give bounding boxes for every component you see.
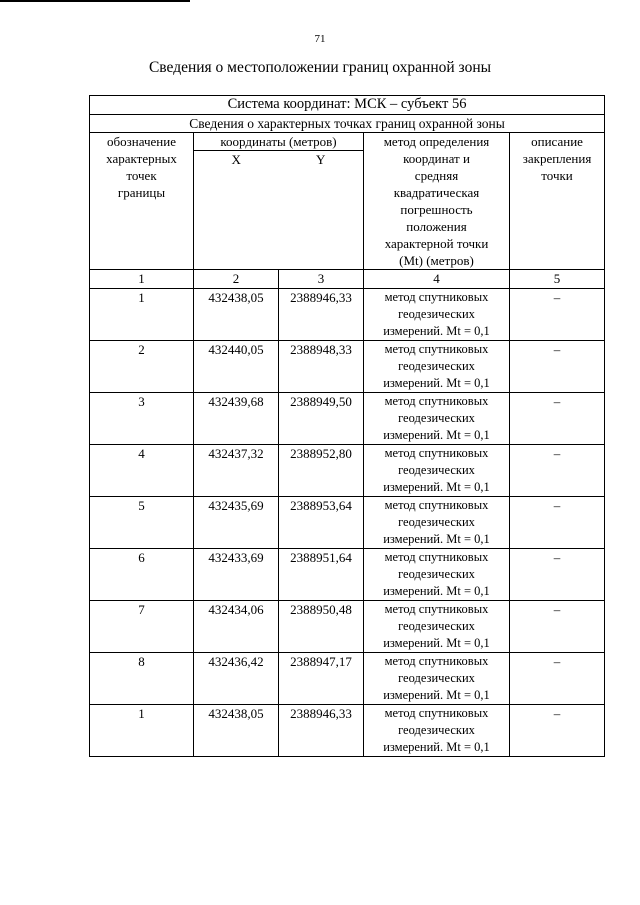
x-cell: 432436,42 (194, 653, 279, 705)
header-description (510, 133, 605, 270)
method-line: геодезических (398, 463, 475, 477)
table-row (90, 549, 605, 601)
column-number-row (90, 270, 605, 289)
column-number: 2 (194, 270, 279, 289)
method-cell (364, 289, 510, 341)
method-line: геодезических (398, 619, 475, 633)
point-cell: 4 (90, 445, 194, 497)
y-cell: 2388951,64 (279, 549, 364, 601)
table-row (90, 601, 605, 653)
x-cell: 432433,69 (194, 549, 279, 601)
method-line: метод спутниковых (384, 498, 489, 512)
header-line: характерной точки (384, 236, 489, 251)
table-row (90, 705, 605, 757)
method-cell (364, 601, 510, 653)
method-line: метод спутниковых (384, 654, 489, 668)
header-point-label (90, 133, 194, 270)
y-cell: 2388953,64 (279, 497, 364, 549)
header-line: закрепления (522, 151, 592, 166)
header-line: погрешность (400, 202, 473, 217)
method-line: измерений. Mt = 0,1 (383, 532, 490, 546)
method-line: измерений. Mt = 0,1 (383, 740, 490, 754)
method-line: геодезических (398, 723, 475, 737)
y-cell: 2388949,50 (279, 393, 364, 445)
method-line: геодезических (398, 515, 475, 529)
method-line: метод спутниковых (384, 394, 489, 408)
method-line: метод спутниковых (384, 446, 489, 460)
header-coords-group: координаты (метров) (194, 133, 363, 151)
table-row (90, 341, 605, 393)
header-line: координат и (403, 151, 470, 166)
y-cell: 2388946,33 (279, 289, 364, 341)
method-line: измерений. Mt = 0,1 (383, 636, 490, 650)
y-cell: 2388950,48 (279, 601, 364, 653)
header-x: X (231, 152, 241, 167)
column-number: 1 (90, 270, 194, 289)
header-method (364, 133, 510, 270)
description-cell: – (510, 497, 605, 549)
method-line: метод спутниковых (384, 602, 489, 616)
method-line: измерений. Mt = 0,1 (383, 376, 490, 390)
method-line: метод спутниковых (384, 550, 489, 564)
description-cell: – (510, 341, 605, 393)
description-cell: – (510, 445, 605, 497)
section-title-row (90, 115, 605, 133)
header-line: описание (531, 134, 583, 149)
header-line: метод определения (383, 134, 490, 149)
x-cell: 432439,68 (194, 393, 279, 445)
method-line: измерений. Mt = 0,1 (383, 584, 490, 598)
column-number: 3 (279, 270, 364, 289)
description-cell: – (510, 549, 605, 601)
y-cell: 2388952,80 (279, 445, 364, 497)
table-row (90, 393, 605, 445)
table-row (90, 653, 605, 705)
method-cell (364, 445, 510, 497)
top-rule (0, 0, 190, 2)
x-cell: 432437,32 (194, 445, 279, 497)
header-line: (Mt) (метров) (399, 253, 474, 268)
page-number: 71 (314, 33, 326, 45)
method-cell (364, 653, 510, 705)
description-cell: – (510, 393, 605, 445)
point-cell: 8 (90, 653, 194, 705)
table-row (90, 497, 605, 549)
method-cell (364, 705, 510, 757)
x-cell: 432434,06 (194, 601, 279, 653)
description-cell: – (510, 601, 605, 653)
section-title: Сведения о характерных точках границ охранной зоны (90, 115, 605, 133)
header-line: границы (117, 185, 166, 200)
method-line: измерений. Mt = 0,1 (383, 428, 490, 442)
method-line: геодезических (398, 359, 475, 373)
header-line: обозначение (107, 134, 176, 149)
method-line: метод спутниковых (384, 290, 489, 304)
column-number: 5 (510, 270, 605, 289)
method-line: метод спутниковых (384, 706, 489, 720)
column-number: 4 (364, 270, 510, 289)
method-cell (364, 341, 510, 393)
table-row (90, 289, 605, 341)
boundary-points-table (89, 95, 605, 757)
description-cell: – (510, 705, 605, 757)
x-cell: 432435,69 (194, 497, 279, 549)
point-cell: 5 (90, 497, 194, 549)
method-cell (364, 549, 510, 601)
header-row (90, 133, 605, 270)
point-cell: 1 (90, 705, 194, 757)
header-line: положения (406, 219, 467, 234)
method-line: измерений. Mt = 0,1 (383, 480, 490, 494)
method-line: измерений. Mt = 0,1 (383, 688, 490, 702)
point-cell: 1 (90, 289, 194, 341)
coordinate-system-label: Система координат: МСК – субъект 56 (90, 96, 605, 115)
y-cell: 2388947,17 (279, 653, 364, 705)
method-line: измерений. Mt = 0,1 (383, 324, 490, 338)
coordinate-system-row (90, 96, 605, 115)
x-cell: 432438,05 (194, 705, 279, 757)
header-line: средняя (414, 168, 459, 183)
method-line: метод спутниковых (384, 342, 489, 356)
header-coordinates (194, 133, 364, 270)
header-y: Y (316, 152, 326, 167)
x-cell: 432438,05 (194, 289, 279, 341)
header-line: точек (126, 168, 157, 183)
y-cell: 2388948,33 (279, 341, 364, 393)
method-line: геодезических (398, 671, 475, 685)
header-line: точки (541, 168, 573, 183)
point-cell: 3 (90, 393, 194, 445)
description-cell: – (510, 289, 605, 341)
point-cell: 7 (90, 601, 194, 653)
point-cell: 2 (90, 341, 194, 393)
y-cell: 2388946,33 (279, 705, 364, 757)
method-cell (364, 393, 510, 445)
method-line: геодезических (398, 567, 475, 581)
header-line: квадратическая (393, 185, 480, 200)
document-title: Сведения о местоположении границ охранной зоны (148, 59, 492, 76)
method-cell (364, 497, 510, 549)
header-line: характерных (106, 151, 177, 166)
point-cell: 6 (90, 549, 194, 601)
method-line: геодезических (398, 307, 475, 321)
x-cell: 432440,05 (194, 341, 279, 393)
description-cell: – (510, 653, 605, 705)
method-line: геодезических (398, 411, 475, 425)
table-row (90, 445, 605, 497)
